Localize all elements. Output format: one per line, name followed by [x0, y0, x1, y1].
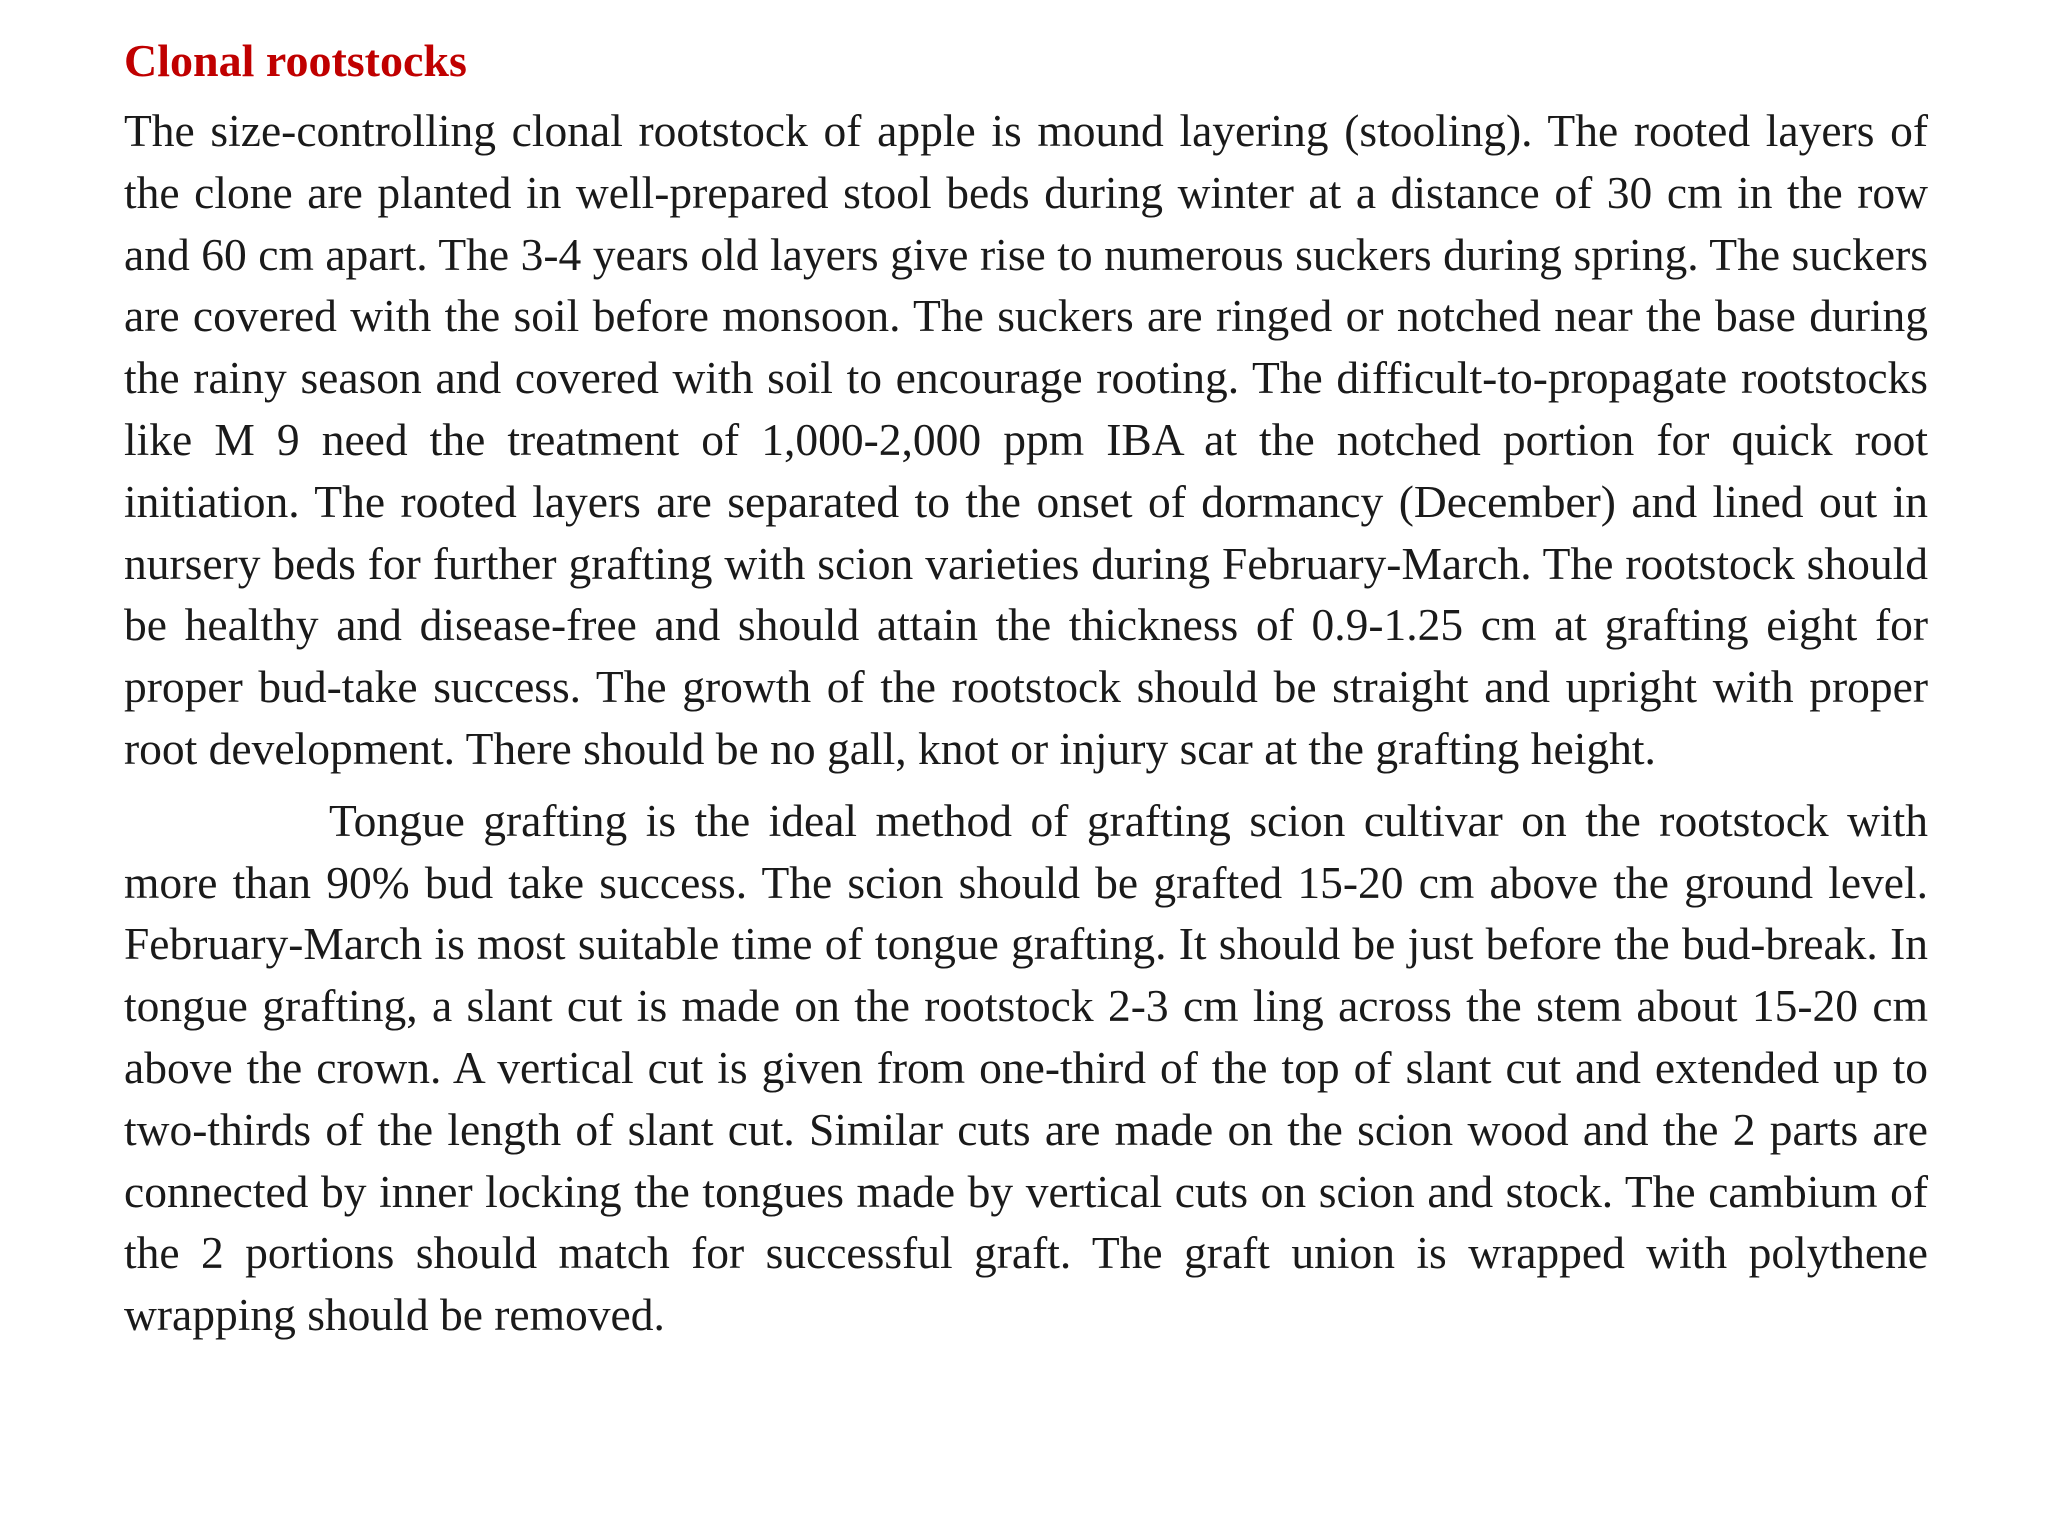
document-page — [124, 30, 1928, 1346]
section-heading: Clonal rootstocks — [124, 35, 467, 86]
paragraph-tongue-grafting: Tongue grafting is the ideal method of grafting scion cultivar on the rootstock with more than 90% bud take success. The scion should be grafted 15-20 cm above the ground level. February-March is most suitable time of tongue grafting. It should be just before the bud-break. In tongue grafting, a slant cut is made on the rootstock 2-3 cm ling across the stem about 15-20 cm above the crown. A vertical cut is given from one-third of the top of slant cut and extended up to two-thirds of the length of slant cut. Similar cuts are made on the scion wood and the 2 parts are connected by inner locking the tongues made by vertical cuts on scion and stock. The cambium of the 2 portions should match for successful graft. The graft union is wrapped with polythene wrapping should be removed. — [124, 794, 1928, 1341]
paragraph-clonal-rootstocks: The size-controlling clonal rootstock of apple is mound layering (stooling). The rooted layers of the clone are planted in well-prepared stool beds during winter at a distance of 30 cm in the row and 60 cm apart. The 3-4 years old layers give rise to numerous suckers during spring. The suckers are covered with the soil before monsoon. The suckers are ringed or notched near the base during the rainy season and covered with soil to encourage rooting. The difficult-to-propagate rootstocks like M 9 need the treatment of 1,000-2,000 ppm IBA at the notched portion for quick root initiation. The rooted layers are separated to the onset of dormancy (December) and lined out in nursery beds for further grafting with scion varieties during February-March. The rootstock should be healthy and disease-free and should attain the thickness of 0.9-1.25 cm at grafting eight for proper bud-take success. The growth of the rootstock should be straight and upright with proper root development. There should be no gall, knot or injury scar at the grafting height. — [124, 105, 1928, 774]
